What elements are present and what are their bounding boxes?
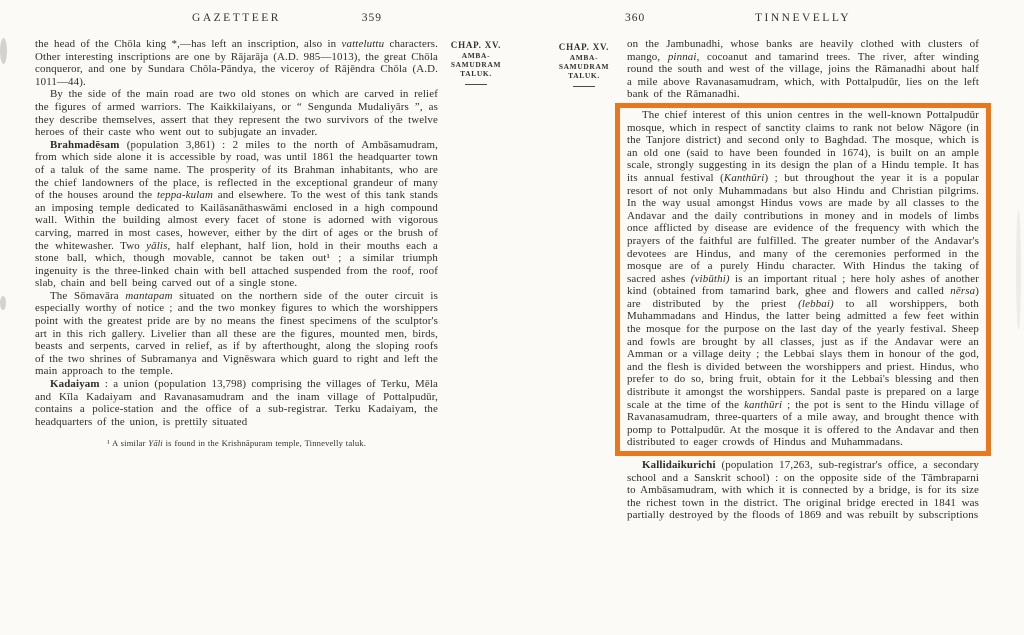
taluk-label-line: SAMUDRAM: [450, 59, 502, 69]
para-chola-inscriptions: [35, 38, 438, 88]
scan-smudge: [1016, 210, 1021, 330]
text-run: (population 3,861) : 2 miles to the north of Ambāsamudram, from which side alone it is accessible by road, was until 1861 the headquarter town of a taluk of the same name. The prosperity of its Brahman inhabitants, who are the chief landowners of the place, is reflected in the exceptional grandeur of many of the houses around the: [35, 138, 438, 202]
italic-term: (lebbai): [798, 297, 834, 310]
page-number-left: 359: [361, 12, 382, 24]
para-jambunadhi: [627, 38, 979, 101]
page-number-right: 360: [625, 12, 646, 24]
chapter-label: CHAP. XV.: [450, 40, 502, 50]
text-run: to all worshippers, both Muhammadans and Hindus, the latter being admitted a few feet within the mosque for the purpose on the last day of the yearly festival. Sheep and fowls are brought by all classes, just as if the Andavar were an Amman or a village deity ; the Lebbai slays them in honour of the god, and the flesh is divided between the worshippers and priest. Hindus, who prefer to do so, bring fruit, obtain for it the Lebbai's blessing and then distribute it amongst the worshippers. Sandal paste is prepared on a large scale at the time of the: [627, 297, 979, 411]
text-run: The Sōmavāra: [50, 289, 126, 302]
italic-term: Kanthūri: [723, 171, 765, 184]
italic-term: pinnai: [667, 50, 697, 63]
text-run: is found in the Krishnāpuram temple, Tinnevelly taluk.: [162, 438, 367, 449]
chapter-label: CHAP. XV.: [558, 42, 610, 52]
bold-headword: Brahmadēsam: [50, 138, 120, 151]
text-run: on the Jambunadhi, whose banks are heavily clothed with clusters of mango,: [627, 38, 979, 63]
text-run: the head of the Chōla king *,—has left an inscription, also in: [35, 38, 342, 50]
text-column-left: [35, 38, 438, 448]
taluk-label-line: AMBA-: [569, 53, 599, 62]
text-run: The chief interest of this union centres in the well-known Pottalpudūr mosque, which in respect of sanctity claims to rank not below Nāgore (in the Tanjore district) and second only to Baghdad. The mosque, which is an old one (said to have been founded in 1674), is built on an ample scale, strongly suggesting in its design the plan of a Hindu temple. It has its annual festival (: [627, 108, 979, 184]
italic-term: yālis: [146, 239, 168, 252]
text-run: , cocoanut and tamarind trees. The river, after winding round the south and west of the village, joins the Rāmanadhi about half a mile above Ravanasamudram, which, with Pottalpudūr, lies on the left bank of the Rāmanadhi.: [627, 50, 980, 101]
scan-smudge: [0, 38, 7, 64]
taluk-label-line: SAMUDRAM: [558, 61, 610, 71]
italic-term: teppa-kulam: [156, 189, 214, 202]
text-run: ) ; but throughout the year it is a popular resort of not only Muhammadans but also Hindu and Christian pilgrims. In the way usual amongst Hindus vows are made by all classes to the Andavar and the daily contributions in money and in models of limbs once afflicted by disease are evidence of the frequency with which the prayers of the faithful are fulfilled. The greater number of the Andavar's devotees are Hindus, and many of the ceremonies performed in the mosque are of a purely Hindu character. With Hindus the taking of sacred ashes: [627, 171, 979, 285]
running-head-right: TINNEVELLY: [754, 12, 852, 24]
highlight-box para-pottalpudur-mosque-highlighted: [615, 103, 991, 456]
running-head-left: GAZETTEER: [192, 12, 281, 24]
page-right-360: [512, 0, 1024, 635]
text-run: situated on the northern side of the outer circuit is especially worthy of notice ; and the two monkey figures to which the worshippers point with the greatest pride are by no means the finest specimens of the sculptor's art in this rich gallery. Livelier than all these are the figures, mounted men, birds, beasts and serpents, carved in relief, as if by afterthought, along the sloping roofs of the two shrines of Subramanya and Vignēswara which guard to right and left the main approach to the temple.: [35, 289, 438, 378]
para-roadside-stones: [35, 88, 438, 138]
text-column-right: [627, 38, 979, 522]
italic-term: Yāli: [148, 438, 163, 449]
italic-term: kanthūri: [744, 398, 783, 411]
taluk-label-line: AMBA-: [461, 51, 491, 60]
text-run: , half elephant, half lion, hold in their mouths each a stone ball, which, though movable, cannot be taken out¹ ; a similar triumph ingenuity is the three-linked chain with bell attached suspended from the roof, roof slab, chain and bell being carved out of a single stone.: [35, 239, 439, 290]
bold-headword: Kallidaikurichi: [642, 459, 716, 471]
para-kallidaikurichi: [627, 459, 979, 522]
para-brahmadesam: [35, 139, 438, 290]
margin-note-left: [438, 40, 514, 85]
scan-smudge: [0, 296, 6, 310]
text-run: : a union (population 13,798) comprising the villages of Terku, Mēla and Kīla Kadaiyam and Ravanasamudram and the inam village of Pottalpudūr, contains a police-station and the office of a sub-registrar. Terku Kadaiyam, the headquarters of the union, is prettily situated: [35, 378, 438, 428]
text-run: (population 17,263, sub-registrar's office, a secondary school and a Sanskrit school) : on the opposite side of the Tāmbraparni to Ambāsamudram, with which it is connected by a bridge, is for its size the richest town in the district. The original bridge erected in 1841 was partially destroyed by the floods of 1869 and was rebuilt by subscriptions: [627, 459, 979, 522]
text-run: ¹ A similar: [106, 438, 149, 449]
italic-term: mantapam: [125, 289, 173, 302]
para-kadaiyam: [35, 378, 438, 428]
margin-note-right: [546, 42, 622, 87]
text-run: is an important ritual ; here holy ashes of another kind (obtained from tamarind bark, ghee and flowers and called: [627, 272, 979, 298]
text-run: ; the pot is sent to the Hindu village of Ravanasamudram, three-quarters of a mile away, and brought thence with pomp to Pottalpudūr. At the mosque it is offered to the Andavar and then distributed to eager crowds of Hindus and Muhammadans.: [627, 398, 979, 449]
taluk-label-line: TALUK.: [568, 70, 600, 80]
margin-note-rule: [465, 84, 487, 85]
margin-note-rule: [573, 86, 595, 87]
taluk-label-line: TALUK.: [460, 68, 492, 78]
italic-term: nērsa: [950, 285, 976, 298]
italic-term: (vibūthi): [690, 272, 730, 285]
text-run: and elsewhere. To the west of this tank stands an imposing temple dedicated to Kailāsanāthaswāmi enclosed in a high compound wall. Within the building almost every facet of stone is adorned with vigorous carving, marred in most cases, however, either by the dirt of ages or the brush of the whitewasher. Two: [35, 189, 438, 252]
italic-term: vatteluttu: [341, 38, 385, 50]
para-somavara-mantapam: [35, 290, 438, 378]
text-run: By the side of the main road are two old stones on which are carved in relief the figures of armed warriors. The Kaikkilaiyans, or “ Sengunda Mudaliyārs ”, as they describe themselves, assert that they represent the two survivors of the twelve heroes of their caste who went out to subjugate an invader.: [35, 88, 438, 139]
text-run: characters. Other interesting inscriptions are one by Rājarāja (A.D. 985—1013), the great Chōla conqueror, and one by Sundara Chōla-Pāndya, the viceroy of Rājēndra Chōla (A.D. 1011—44).: [35, 38, 438, 88]
footnote: [35, 438, 438, 448]
bold-headword: Kadaiyam: [50, 378, 100, 391]
text-run: ) are distributed by the priest: [627, 285, 979, 310]
